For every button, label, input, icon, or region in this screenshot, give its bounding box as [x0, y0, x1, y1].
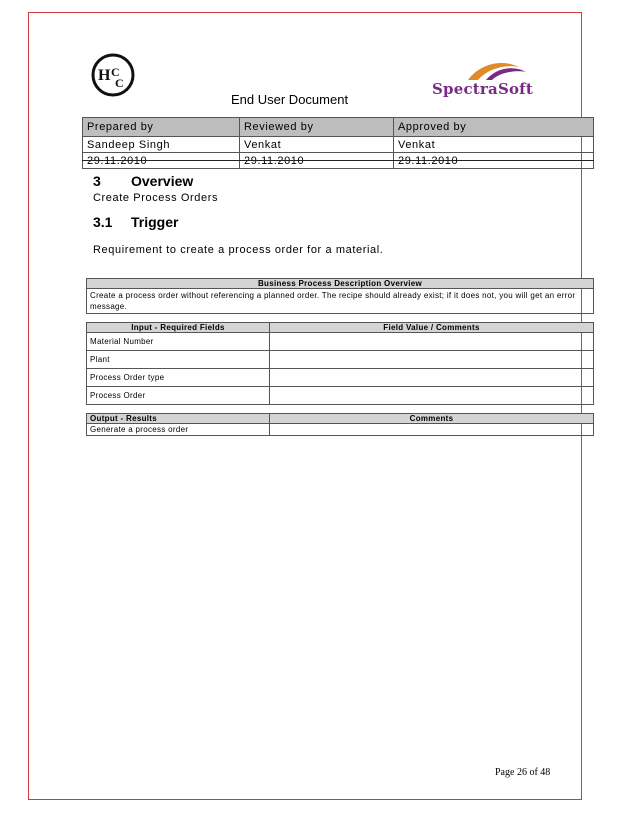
- svg-text:C: C: [115, 76, 124, 90]
- section-subtitle: Create Process Orders: [93, 192, 219, 204]
- business-process-table: [86, 278, 594, 314]
- prepared-date: 29.11.2010: [83, 153, 240, 169]
- bpd-header: Business Process Description Overview: [87, 279, 594, 289]
- section-heading: [93, 173, 193, 189]
- output-header-comments: Comments: [270, 414, 594, 424]
- subsection-number: 3.1: [93, 214, 113, 230]
- svg-text:C: C: [111, 65, 120, 79]
- spectrasoft-wordmark: SpectraSoft: [432, 80, 533, 98]
- input-field-label: Process Order: [87, 387, 270, 405]
- subsection-title: Trigger: [131, 214, 179, 230]
- hcc-logo: [90, 52, 136, 98]
- document-title: End User Document: [231, 92, 349, 107]
- svg-text:H: H: [98, 67, 111, 84]
- approval-table: [82, 117, 594, 169]
- input-field-value: [270, 369, 594, 387]
- reviewed-by-name: Venkat: [240, 137, 394, 153]
- approved-by-name: Venkat: [394, 137, 594, 153]
- table-row: [87, 351, 594, 369]
- reviewed-date: 29.11.2010: [240, 153, 394, 169]
- table-row: [87, 369, 594, 387]
- input-fields-table: [86, 322, 594, 405]
- section-number: 3: [93, 173, 101, 189]
- page-number: Page 26 of 48: [495, 767, 551, 778]
- subsection-heading: [93, 214, 178, 230]
- output-header-results: Output - Results: [87, 414, 270, 424]
- section-title: Overview: [131, 173, 194, 189]
- table-row: [87, 333, 594, 351]
- input-field-value: [270, 333, 594, 351]
- input-field-label: Material Number: [87, 333, 270, 351]
- approved-date: 29.11.2010: [394, 153, 594, 169]
- input-header-fields: Input - Required Fields: [87, 323, 270, 333]
- approval-name-row: [83, 137, 594, 153]
- bpd-description: Create a process order without referencing a planned order. The recipe should already exist; if it does not, you will get an error message.: [87, 289, 594, 314]
- subsection-text: Requirement to create a process order for a material.: [93, 244, 384, 256]
- input-field-value: [270, 387, 594, 405]
- table-row: [87, 424, 594, 436]
- prepared-by-name: Sandeep Singh: [83, 137, 240, 153]
- output-comment: [270, 424, 594, 436]
- input-header-values: Field Value / Comments: [270, 323, 594, 333]
- input-field-label: Plant: [87, 351, 270, 369]
- table-row: [87, 387, 594, 405]
- approval-header-prepared: Prepared by: [83, 118, 240, 137]
- output-result: Generate a process order: [87, 424, 270, 436]
- approval-header-row: [83, 118, 594, 137]
- approval-header-reviewed: Reviewed by: [240, 118, 394, 137]
- input-field-value: [270, 351, 594, 369]
- approval-header-approved: Approved by: [394, 118, 594, 137]
- approval-divider: [82, 160, 594, 161]
- input-field-label: Process Order type: [87, 369, 270, 387]
- output-results-table: [86, 413, 594, 436]
